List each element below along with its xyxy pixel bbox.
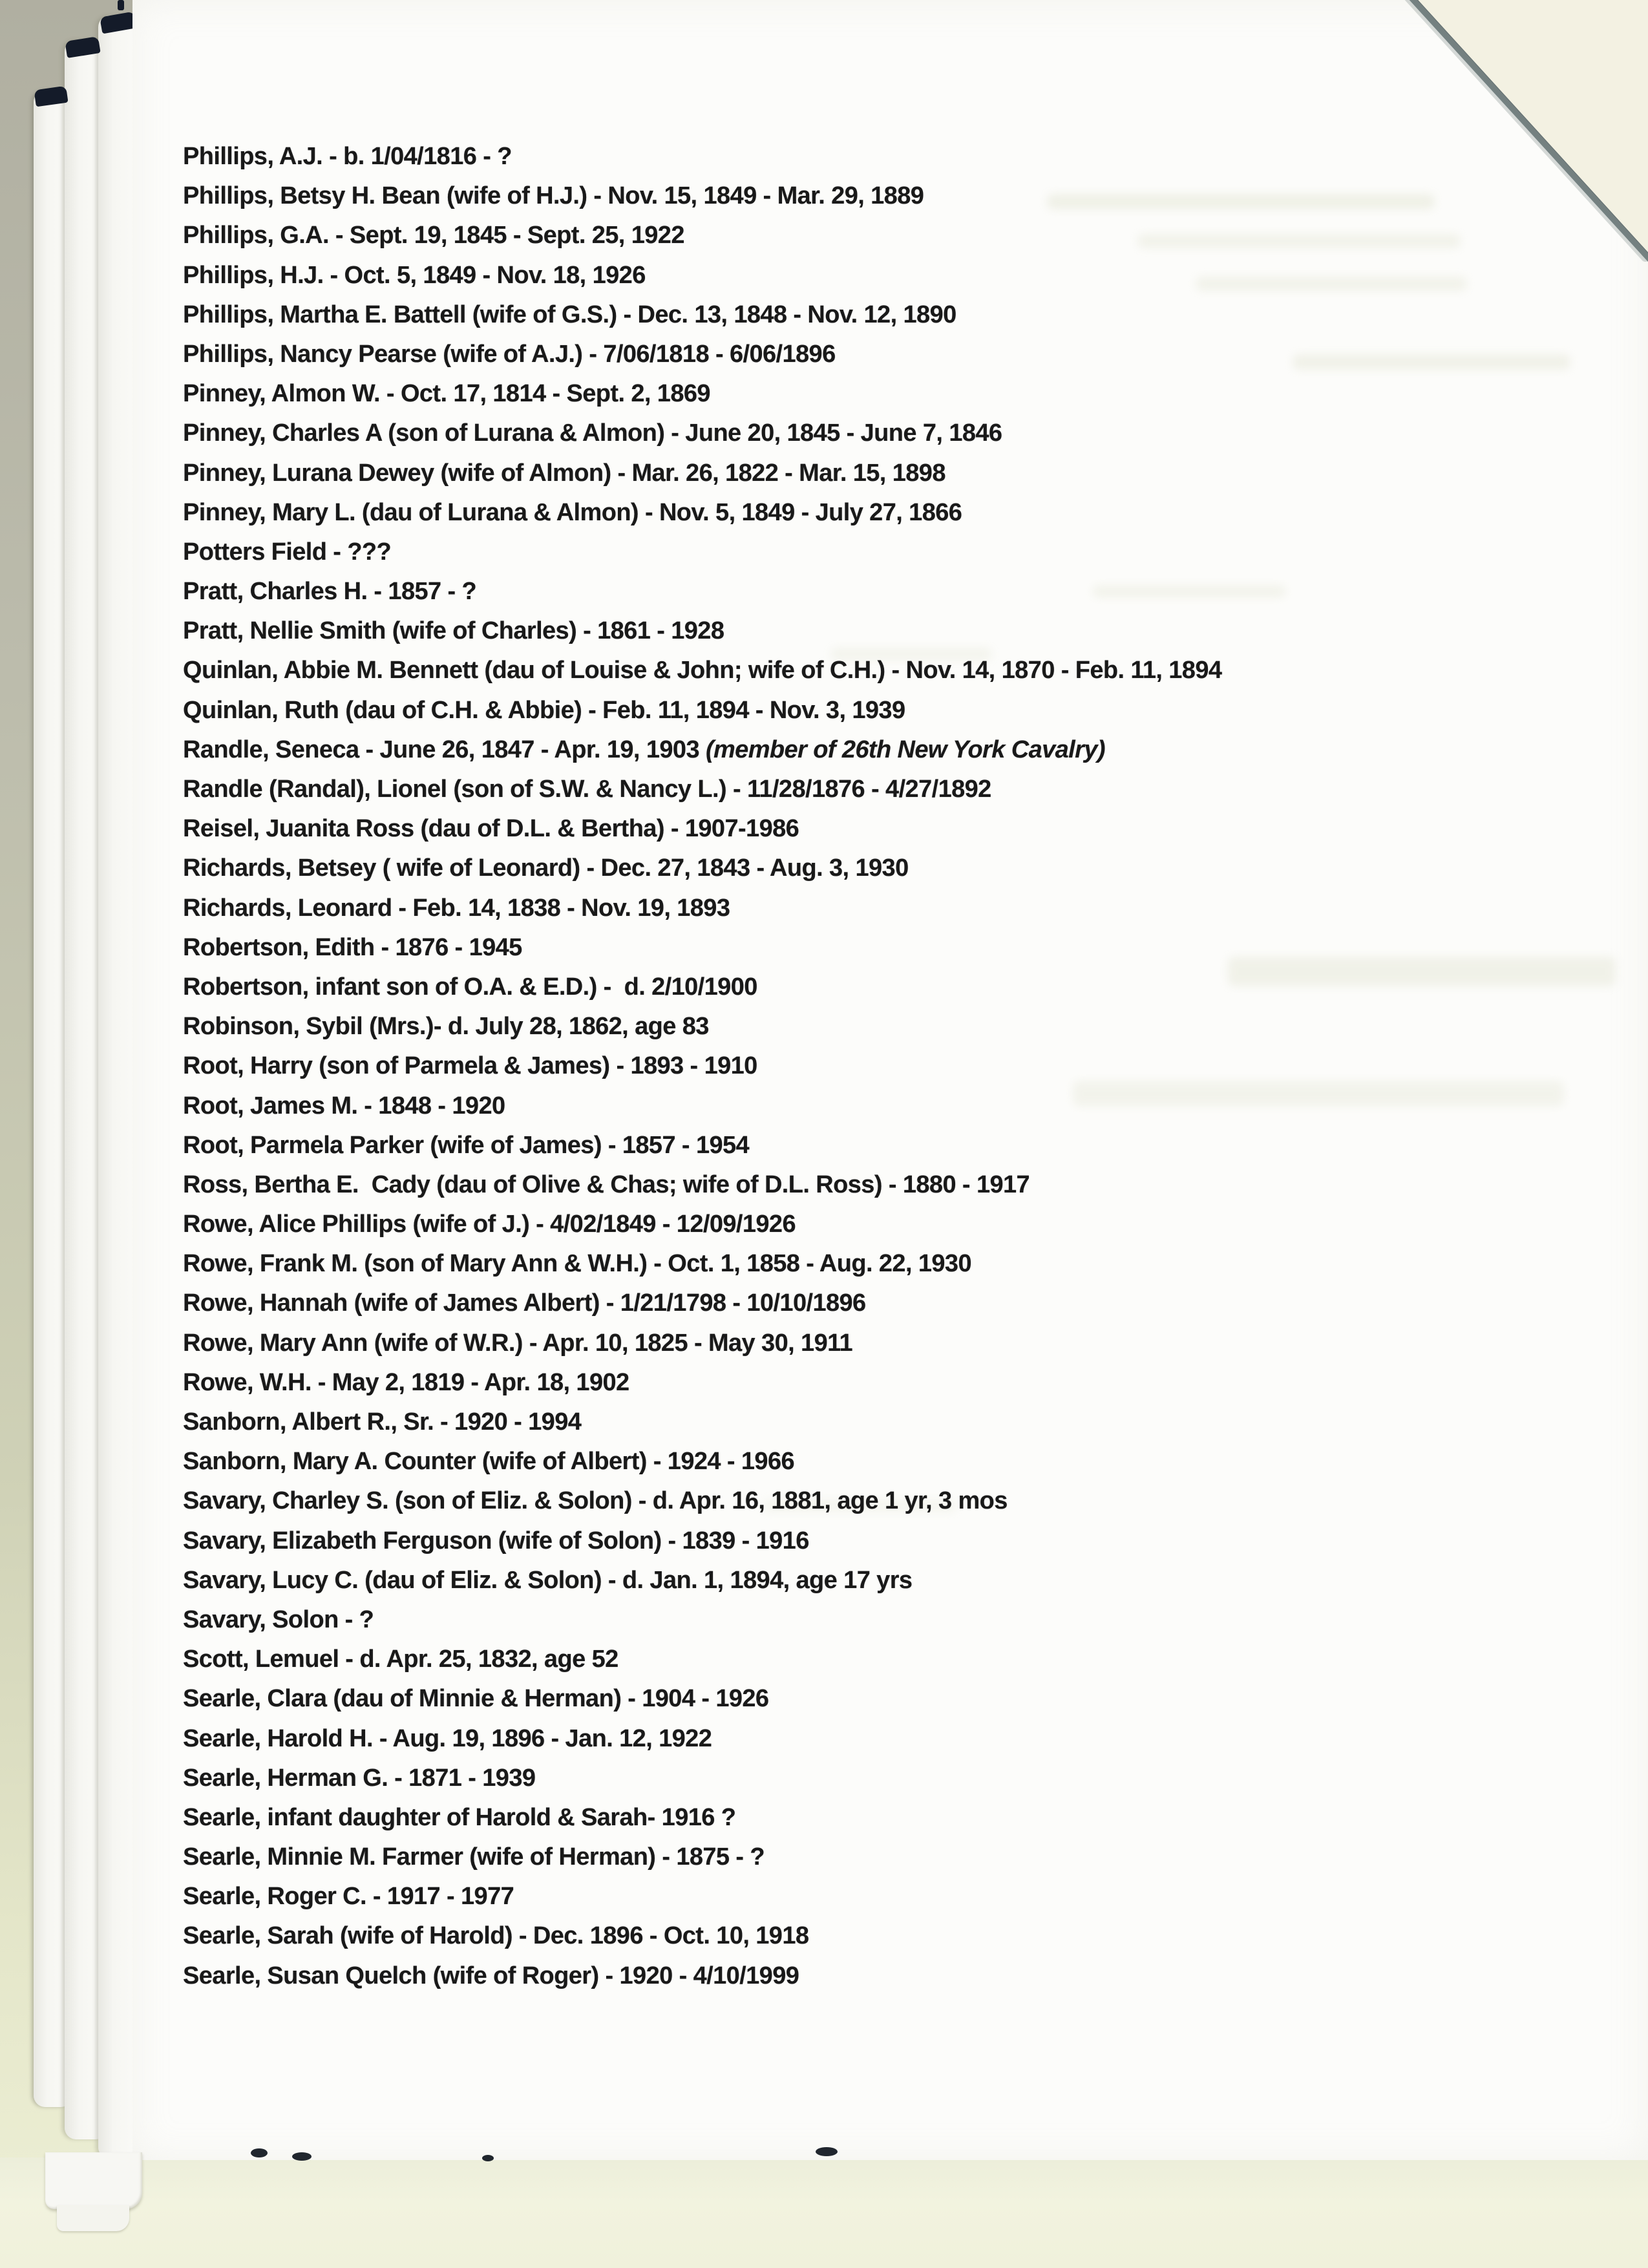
- record-line: [183, 335, 1508, 374]
- record-text: Robertson, infant son of O.A. & E.D.) - d. 2/10/1900: [183, 973, 757, 1001]
- record-text: Savary, Elizabeth Ferguson (wife of Solon) - 1839 - 1916: [183, 1527, 809, 1554]
- record-text: Robertson, Edith - 1876 - 1945: [183, 933, 522, 961]
- scan-speck: [251, 2148, 268, 2157]
- record-text: Root, Parmela Parker (wife of James) - 1857 - 1954: [183, 1131, 750, 1159]
- scan-speck: [292, 2152, 312, 2161]
- record-text: Root, James M. - 1848 - 1920: [183, 1092, 505, 1119]
- record-text: Rowe, Mary Ann (wife of W.R.) - Apr. 10, 1825 - May 30, 1911: [183, 1329, 853, 1357]
- record-line: [183, 176, 1508, 216]
- record-text: Rowe, Frank M. (son of Mary Ann & W.H.) - Oct. 1, 1858 - Aug. 22, 1930: [183, 1250, 971, 1278]
- record-line: [183, 1679, 1508, 1719]
- record-line: [183, 1165, 1508, 1205]
- record-text: Searle, Sarah (wife of Harold) - Dec. 1896 - Oct. 10, 1918: [183, 1922, 809, 1950]
- record-text: Rowe, Alice Phillips (wife of J.) - 4/02/1849 - 12/09/1926: [183, 1211, 796, 1238]
- record-text: Pinney, Mary L. (dau of Lurana & Almon) - Nov. 5, 1849 - July 27, 1866: [183, 498, 962, 526]
- record-line: [183, 1363, 1508, 1403]
- record-text: Phillips, G.A. - Sept. 19, 1845 - Sept. 25, 1922: [183, 222, 684, 249]
- records-list: [183, 137, 1508, 1996]
- record-line: [183, 1561, 1508, 1600]
- record-line: [183, 1086, 1508, 1126]
- record-text: Sanborn, Albert R., Sr. - 1920 - 1994: [183, 1408, 582, 1436]
- record-text: Pratt, Charles H. - 1857 - ?: [183, 578, 477, 606]
- record-line: [183, 1640, 1508, 1679]
- record-text: Searle, Herman G. - 1871 - 1939: [183, 1764, 536, 1792]
- record-line: [183, 216, 1508, 255]
- record-line: [183, 1759, 1508, 1798]
- record-line: [183, 849, 1508, 888]
- record-text: Savary, Charley S. (son of Eliz. & Solon) - d. Apr. 16, 1881, age 1 yr, 3 mos: [183, 1487, 1008, 1515]
- record-text: Phillips, H.J. - Oct. 5, 1849 - Nov. 18, 1926: [183, 261, 646, 289]
- record-note: (member of 26th New York Cavalry): [705, 736, 1105, 763]
- record-line: [183, 968, 1508, 1007]
- record-text: Quinlan, Ruth (dau of C.H. & Abbie) - Feb. 11, 1894 - Nov. 3, 1939: [183, 696, 905, 724]
- record-text: Searle, Roger C. - 1917 - 1977: [183, 1883, 514, 1911]
- record-line: [183, 1284, 1508, 1323]
- record-line: [183, 1244, 1508, 1284]
- record-text: Searle, Susan Quelch (wife of Roger) - 1920 - 4/10/1999: [183, 1962, 799, 1989]
- stacked-sheet-bottom: [57, 2205, 129, 2231]
- record-line: [183, 1403, 1508, 1442]
- record-line: [183, 1007, 1508, 1046]
- record-line: [183, 256, 1508, 295]
- record-line: [183, 651, 1508, 690]
- record-line: [183, 1719, 1508, 1759]
- record-text: Rowe, Hannah (wife of James Albert) - 1/21/1798 - 10/10/1896: [183, 1289, 866, 1317]
- record-line: [183, 1600, 1508, 1640]
- record-line: [183, 1205, 1508, 1244]
- record-text: Quinlan, Abbie M. Bennett (dau of Louise & John; wife of C.H.) - Nov. 14, 1870 - Feb. 11, 1894: [183, 657, 1222, 684]
- record-text: Sanborn, Mary A. Counter (wife of Albert) - 1924 - 1966: [183, 1448, 795, 1476]
- record-line: [183, 1838, 1508, 1877]
- record-line: [183, 928, 1508, 968]
- record-text: Phillips, Martha E. Battell (wife of G.S.) - Dec. 13, 1848 - Nov. 12, 1890: [183, 301, 956, 328]
- record-line: [183, 1324, 1508, 1363]
- record-text: Potters Field - ???: [183, 538, 392, 566]
- sheet-corner-shadow: [118, 0, 124, 10]
- record-line: [183, 572, 1508, 611]
- record-line: [183, 809, 1508, 849]
- record-text: Pinney, Almon W. - Oct. 17, 1814 - Sept. 2, 1869: [183, 380, 710, 408]
- record-text: Searle, Minnie M. Farmer (wife of Herman) - 1875 - ?: [183, 1843, 765, 1871]
- record-line: [183, 1521, 1508, 1561]
- record-line: [183, 1798, 1508, 1838]
- record-line: [183, 691, 1508, 730]
- record-text: Pinney, Lurana Dewey (wife of Almon) - Mar. 26, 1822 - Mar. 15, 1898: [183, 459, 945, 487]
- record-line: [183, 493, 1508, 533]
- record-text: Searle, Clara (dau of Minnie & Herman) - 1904 - 1926: [183, 1685, 769, 1713]
- record-text: Root, Harry (son of Parmela & James) - 1893 - 1910: [183, 1052, 757, 1080]
- record-text: Pratt, Nellie Smith (wife of Charles) - 1861 - 1928: [183, 617, 724, 645]
- record-text: Randle (Randal), Lionel (son of S.W. & Nancy L.) - 11/28/1876 - 4/27/1892: [183, 776, 991, 803]
- stacked-sheet-bottom: [45, 2152, 142, 2209]
- record-line: [183, 730, 1508, 770]
- record-text: Reisel, Juanita Ross (dau of D.L. & Bertha) - 1907-1986: [183, 815, 799, 843]
- record-text: Richards, Betsey ( wife of Leonard) - Dec. 27, 1843 - Aug. 3, 1930: [183, 854, 909, 882]
- record-text: Scott, Lemuel - d. Apr. 25, 1832, age 52: [183, 1646, 618, 1673]
- record-line: [183, 770, 1508, 809]
- record-line: [183, 1877, 1508, 1916]
- record-text: Rowe, W.H. - May 2, 1819 - Apr. 18, 1902: [183, 1368, 629, 1396]
- record-text: Savary, Solon - ?: [183, 1606, 374, 1633]
- record-text: Pinney, Charles A (son of Lurana & Almon) - June 20, 1845 - June 7, 1846: [183, 419, 1002, 447]
- scan-speck: [482, 2155, 494, 2161]
- record-text: Phillips, A.J. - b. 1/04/1816 - ?: [183, 143, 512, 170]
- record-line: [183, 611, 1508, 651]
- record-line: [183, 414, 1508, 453]
- record-line: [183, 1481, 1508, 1521]
- record-line: [183, 374, 1508, 414]
- scan-speck: [816, 2147, 838, 2156]
- record-line: [183, 1956, 1508, 1996]
- record-line: [183, 1916, 1508, 1956]
- record-line: [183, 454, 1508, 493]
- record-line: [183, 533, 1508, 572]
- record-text: Savary, Lucy C. (dau of Eliz. & Solon) - d. Jan. 1, 1894, age 17 yrs: [183, 1566, 913, 1594]
- record-text: Searle, infant daughter of Harold & Sarah- 1916 ?: [183, 1803, 736, 1831]
- record-text: Randle, Seneca - June 26, 1847 - Apr. 19, 1903: [183, 736, 706, 763]
- scanner-bed-bottom: [0, 2157, 1648, 2268]
- record-line: [183, 137, 1508, 176]
- record-text: Phillips, Nancy Pearse (wife of A.J.) - 7/06/1818 - 6/06/1896: [183, 340, 836, 368]
- record-line: [183, 1046, 1508, 1086]
- record-text: Robinson, Sybil (Mrs.)- d. July 28, 1862, age 83: [183, 1013, 709, 1041]
- record-line: [183, 295, 1508, 335]
- record-text: Richards, Leonard - Feb. 14, 1838 - Nov. 19, 1893: [183, 894, 730, 922]
- record-text: Ross, Bertha E. Cady (dau of Olive & Chas; wife of D.L. Ross) - 1880 - 1917: [183, 1171, 1030, 1198]
- record-line: [183, 1126, 1508, 1165]
- record-text: Phillips, Betsy H. Bean (wife of H.J.) - Nov. 15, 1849 - Mar. 29, 1889: [183, 182, 924, 210]
- record-line: [183, 889, 1508, 928]
- record-text: Searle, Harold H. - Aug. 19, 1896 - Jan. 12, 1922: [183, 1724, 712, 1752]
- record-line: [183, 1442, 1508, 1481]
